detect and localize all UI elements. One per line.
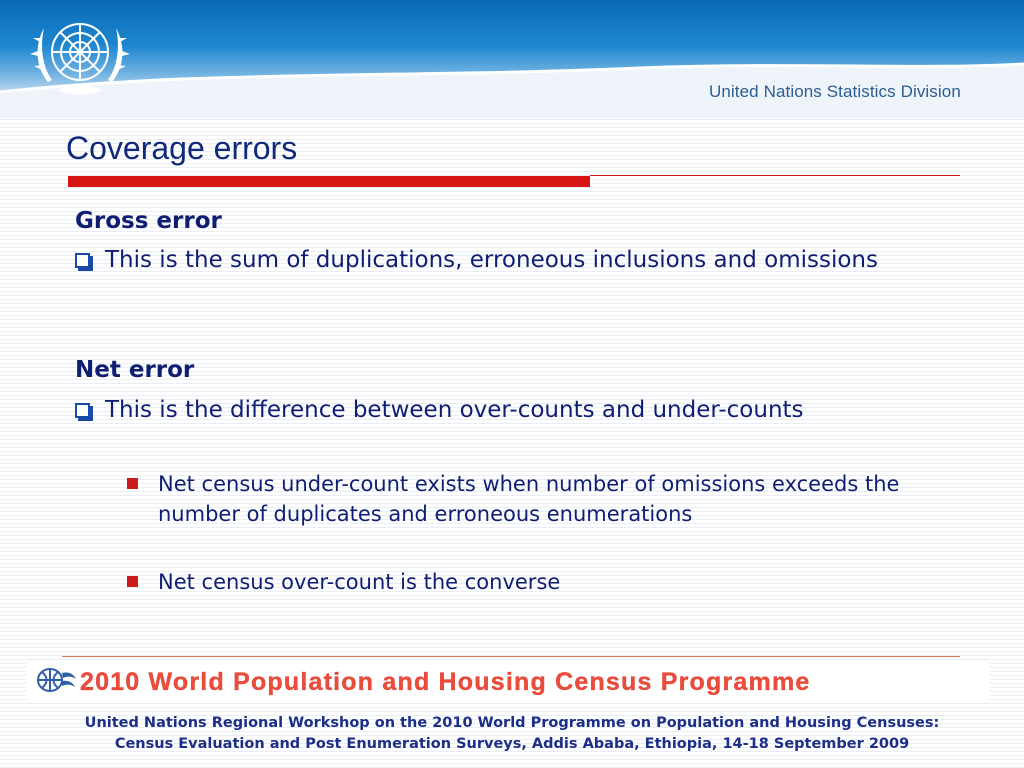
list-item	[127, 567, 917, 597]
footer-line-2: Census Evaluation and Post Enumeration Surveys, Addis Ababa, Ethiopia, 14-18 September 2009	[114, 736, 910, 752]
square-bullet-icon	[127, 478, 138, 489]
slide-footer	[0, 713, 1024, 755]
list-item	[75, 243, 945, 277]
un-emblem-icon	[28, 10, 132, 100]
footer-line-1: United Nations Regional Workshop on the 2010 World Programme on Population and Housing Censuses:	[84, 715, 940, 731]
list-item	[75, 393, 915, 427]
bullet-text: This is the difference between over-counts and under-counts	[105, 397, 804, 423]
square-bullet-icon	[127, 576, 138, 587]
banner-divider	[62, 656, 960, 657]
checkbox-bullet-icon	[75, 253, 90, 268]
census-programme-banner-text: 2010 World Population and Housing Census Programme	[80, 668, 811, 696]
section-heading-gross: Gross error	[75, 208, 222, 234]
title-underline-thin	[590, 175, 960, 176]
section-heading-net: Net error	[75, 357, 195, 383]
bullet-text: This is the sum of duplications, erroneous inclusions and omissions	[105, 247, 878, 273]
checkbox-bullet-icon	[75, 403, 90, 418]
slide-header	[0, 0, 1024, 118]
page-title: Coverage errors	[66, 130, 298, 166]
title-underline-thick	[68, 176, 590, 187]
sub-bullet-text: Net census over-count is the converse	[158, 570, 561, 594]
list-item	[127, 469, 917, 529]
world-census-globe-icon	[32, 665, 78, 695]
division-name: United Nations Statistics Division	[709, 82, 961, 101]
sub-bullet-text: Net census under-count exists when number of omissions exceeds the number of duplicates and erroneous enumerations	[158, 472, 900, 526]
